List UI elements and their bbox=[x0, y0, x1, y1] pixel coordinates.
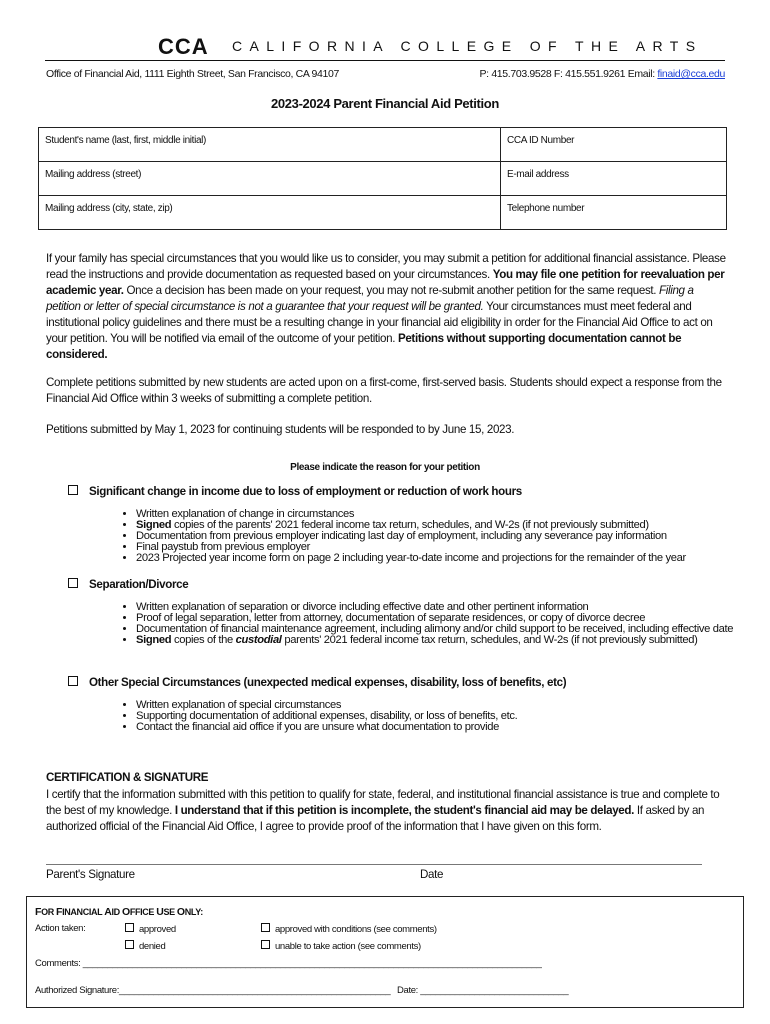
reason-title: Please indicate the reason for your petition bbox=[290, 462, 480, 473]
denied-option[interactable] bbox=[125, 940, 165, 952]
cca-id-field[interactable]: CCA ID Number bbox=[501, 128, 727, 162]
email-link[interactable]: finaid@cca.edu bbox=[657, 68, 725, 80]
intro-text-1: If your family has special circumstances that you would like us to consider, you may submit a petition for additional financial assistance. Please read the instructions and provide documentation as requested based on your circumstances. bbox=[46, 252, 726, 281]
phone-fax: P: 415.703.9528 F: 415.551.9261 Email: bbox=[479, 68, 658, 80]
separation-divorce-option[interactable] bbox=[68, 578, 188, 591]
intro-bold-1: You may file one petition for reevaluation per academic year. bbox=[46, 268, 725, 297]
denied-label: denied bbox=[139, 941, 166, 952]
checkbox-divorce[interactable] bbox=[68, 578, 78, 588]
approved-option[interactable] bbox=[125, 923, 176, 935]
comments-line[interactable]: Comments: _____________________________________________________________________________________________ bbox=[35, 958, 542, 969]
approved-conditions-option[interactable] bbox=[261, 923, 437, 935]
checkbox-approved-conditions[interactable] bbox=[261, 923, 270, 932]
unable-option[interactable] bbox=[261, 940, 421, 952]
cert-text-2: If asked by an authorized official of the Financial Aid Office, I agree to provide proof of the information that I have given on this form. bbox=[46, 804, 705, 833]
action-taken-label: Action taken: bbox=[35, 923, 86, 934]
email-address-field[interactable]: E-mail address bbox=[501, 162, 727, 196]
deadline-paragraph: Petitions submitted by May 1, 2023 for continuing students will be responded to by June 15, 2023. bbox=[46, 423, 515, 436]
signature-label: Parent's Signature bbox=[46, 868, 135, 881]
date-label: Date bbox=[420, 868, 444, 881]
office-use-box bbox=[26, 896, 744, 1008]
office-date-line[interactable]: Date: ______________________________ bbox=[397, 985, 569, 996]
income-change-label: Significant change in income due to loss of employment or reduction of work hours bbox=[89, 485, 522, 498]
signed-text: copies of the parents' 2021 federal income tax return, schedules, and W-2s (if not previously submitted) bbox=[171, 519, 649, 531]
approved-label: approved bbox=[139, 924, 176, 935]
checkbox-income[interactable] bbox=[68, 485, 78, 495]
header-divider bbox=[45, 60, 725, 61]
signed-emphasis: Signed bbox=[136, 519, 172, 531]
complete-petitions-paragraph: Complete petitions submitted by new students are acted upon on a first-come, first-served basis. Students should expect a response from the Financial Aid Office within 3 weeks of submitting a complete petition. bbox=[46, 376, 722, 405]
cca-logo: CCA bbox=[158, 34, 209, 59]
telephone-field[interactable]: Telephone number bbox=[501, 196, 727, 230]
list-item: • Written explanation of change in circumstances bbox=[136, 509, 686, 520]
office-use-title: FOR FINANCIAL AID OFFICE USE ONLY: bbox=[35, 906, 203, 918]
list-item: • Final paystub from previous employer bbox=[136, 542, 686, 553]
list-item bbox=[136, 635, 733, 646]
student-info-table bbox=[38, 127, 727, 230]
mailing-street-field[interactable]: Mailing address (street) bbox=[39, 162, 501, 196]
income-change-option[interactable] bbox=[68, 485, 522, 498]
certification-title: CERTIFICATION & SIGNATURE bbox=[46, 771, 209, 784]
other-circumstances-option[interactable] bbox=[68, 676, 566, 689]
approved-conditions-label: approved with conditions (see comments) bbox=[275, 924, 437, 935]
separation-divorce-label: Separation/Divorce bbox=[89, 578, 189, 591]
list-item: • Documentation from previous employer indicating last day of employment, including any severance pay information bbox=[136, 531, 686, 542]
cert-text-1: I certify that the information submitted with this petition to qualify for state, federal, and institutional financial assistance is true and complete to the best of my knowledge. bbox=[46, 788, 720, 817]
income-requirements-list bbox=[118, 509, 686, 564]
list-item: • Written explanation of separation or divorce including effective date and other pertinent information bbox=[136, 602, 733, 613]
mailing-city-field[interactable]: Mailing address (city, state, zip) bbox=[39, 196, 501, 230]
form-title: 2023-2024 Parent Financial Aid Petition bbox=[271, 96, 499, 111]
custodial-emphasis: custodial bbox=[235, 634, 282, 646]
student-name-field[interactable]: Student's name (last, first, middle initial) bbox=[39, 128, 501, 162]
intro-paragraph bbox=[46, 251, 730, 363]
list-item: • Contact the financial aid office if you are unsure what documentation to provide bbox=[136, 722, 517, 733]
authorized-signature-line[interactable]: Authorized Signature:_______________________________________________________ bbox=[35, 985, 391, 996]
checkbox-denied[interactable] bbox=[125, 940, 134, 949]
intro-text-2: Once a decision has been made on your request, you may not re-submit another petition for the same request. bbox=[123, 284, 660, 297]
divorce-requirements-list bbox=[118, 602, 733, 646]
other-circumstances-label: Other Special Circumstances (unexpected medical expenses, disability, loss of benefits, etc) bbox=[89, 676, 567, 689]
signed-text: copies of the bbox=[171, 634, 236, 646]
list-item: • Proof of legal separation, letter from attorney, documentation of separate residences, or copy of divorce decree bbox=[136, 613, 733, 624]
list-item: • Documentation of financial maintenance agreement, including alimony and/or child support to be received, including effective date bbox=[136, 624, 733, 635]
other-requirements-list bbox=[118, 700, 517, 733]
unable-label: unable to take action (see comments) bbox=[275, 941, 421, 952]
cert-bold: I understand that if this petition is incomplete, the student's financial aid may be delayed. bbox=[174, 804, 634, 817]
contact-info bbox=[480, 68, 725, 80]
intro-italic: Filing a petition or letter of special circumstance is not a guarantee that your request will be granted. bbox=[46, 284, 694, 313]
college-name: CALIFORNIA COLLEGE OF THE ARTS bbox=[232, 38, 703, 54]
checkbox-approved[interactable] bbox=[125, 923, 134, 932]
intro-bold-2: Petitions without supporting documentation cannot be considered. bbox=[46, 332, 682, 361]
certification-text bbox=[46, 787, 730, 835]
intro-text-3: Your circumstances must meet federal and institutional policy guidelines and there must be a resulting change in your financial aid eligibility in order for the Financial Aid Office to act on your petition. You will be notified via email of the outcome of your petition. bbox=[46, 300, 713, 345]
signature-line[interactable] bbox=[46, 864, 702, 865]
signed-text-rest: parents' 2021 federal income tax return, schedules, and W-2s (if not previously submitted) bbox=[281, 634, 698, 646]
list-item: • 2023 Projected year income form on page 2 including year-to-date income and projections for the remainder of the year bbox=[136, 553, 686, 564]
list-item: • Supporting documentation of additional expenses, disability, or loss of benefits, etc. bbox=[136, 711, 517, 722]
list-item: • Written explanation of special circumstances bbox=[136, 700, 517, 711]
signed-emphasis: Signed bbox=[136, 634, 172, 646]
checkbox-other[interactable] bbox=[68, 676, 78, 686]
office-address: Office of Financial Aid, 1111 Eighth Street, San Francisco, CA 94107 bbox=[46, 68, 339, 80]
checkbox-unable[interactable] bbox=[261, 940, 270, 949]
